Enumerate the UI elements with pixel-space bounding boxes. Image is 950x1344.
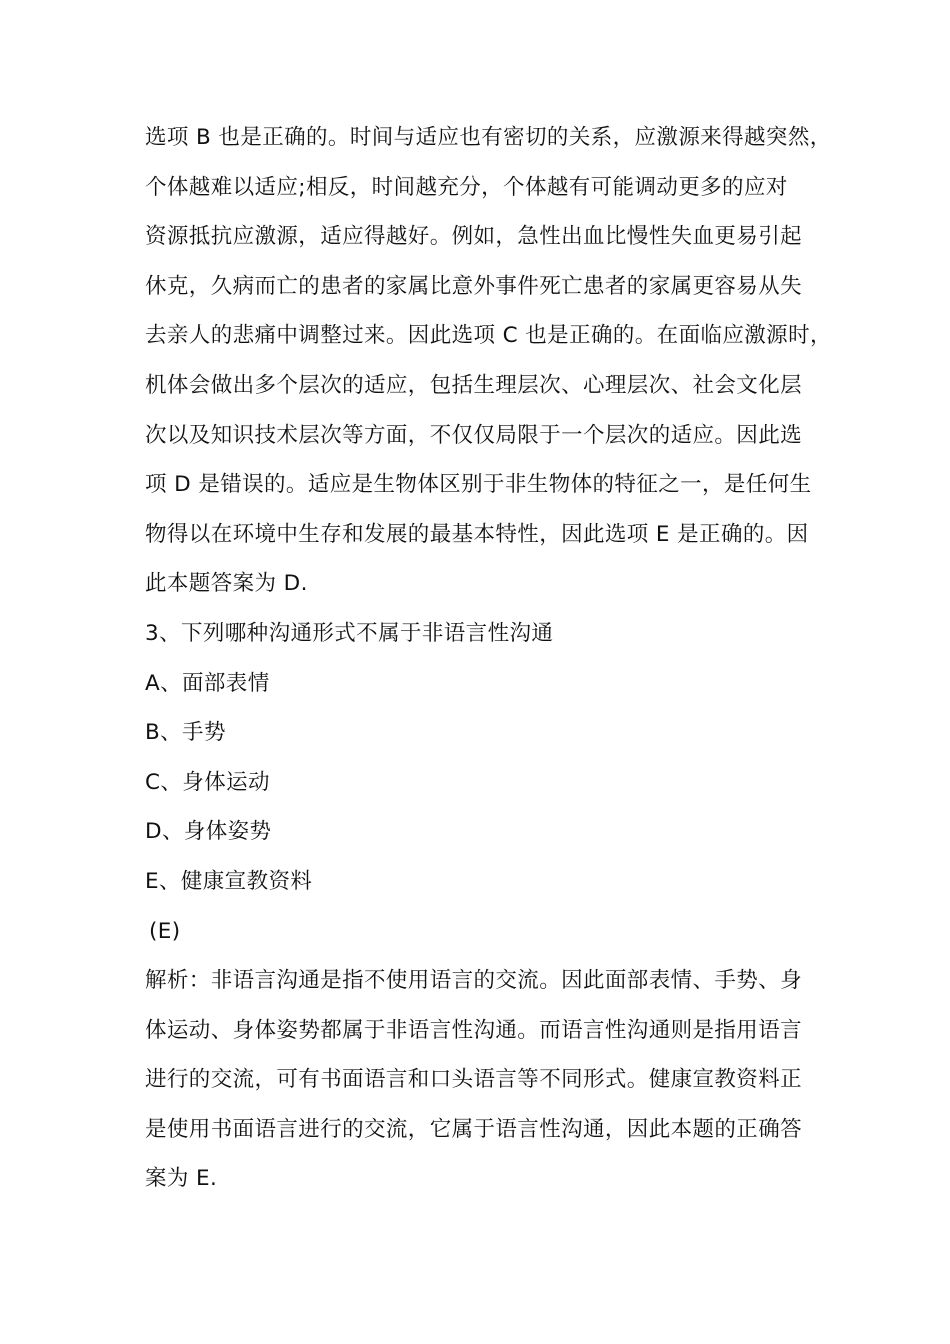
- text-line: 机体会做出多个层次的适应，包括生理层次、心理层次、社会文化层: [145, 372, 803, 398]
- text-line: 解析：非语言沟通是指不使用语言的交流。因此面部表情、手势、身: [145, 968, 803, 994]
- option-b: B、手势: [145, 720, 226, 746]
- question-3-stem: 3、下列哪种沟通形式不属于非语言性沟通: [145, 620, 554, 646]
- document-content: [145, 113, 832, 1204]
- text-line: 项 D 是错误的。适应是生物体区别于非生物体的特征之一，是任何生: [145, 472, 812, 498]
- question-3-explanation: [145, 956, 810, 1204]
- text-line: 物得以在环境中生存和发展的最基本特性，因此选项 E 是正确的。因: [145, 521, 809, 547]
- text-line: 资源抵抗应激源，适应得越好。例如，急性出血比慢性失血更易引起: [145, 224, 803, 250]
- question-3-answer: (E): [149, 918, 181, 944]
- text-line: 此本题答案为 D.: [145, 571, 308, 597]
- text-line: 案为 E.: [145, 1166, 218, 1192]
- text-line: 进行的交流，可有书面语言和口头语言等不同形式。健康宣教资料正: [145, 1067, 803, 1093]
- text-line: 是使用书面语言进行的交流，它属于语言性沟通，因此本题的正确答: [145, 1116, 803, 1142]
- text-line: 选项 B 也是正确的。时间与适应也有密切的关系，应激源来得越突然，: [145, 125, 832, 150]
- text-line: 休克，久病而亡的患者的家属比意外事件死亡患者的家属更容易从失: [145, 273, 803, 299]
- text-line: 个体越难以适应;相反，时间越充分，个体越有可能调动更多的应对: [145, 174, 788, 200]
- text-line: 次以及知识技术层次等方面，不仅仅局限于一个层次的适应。因此选: [145, 422, 803, 448]
- option-a: A、面部表情: [145, 670, 270, 696]
- option-c: C、身体运动: [145, 769, 270, 795]
- option-d: D、身体姿势: [145, 819, 272, 845]
- option-e: E、健康宣教资料: [145, 868, 313, 894]
- previous-explanation: [145, 113, 832, 609]
- text-line: 去亲人的悲痛中调整过来。因此选项 C 也是正确的。在面临应激源时，: [145, 323, 832, 349]
- text-line: 体运动、身体姿势都属于非语言性沟通。而语言性沟通则是指用语言: [145, 1017, 803, 1043]
